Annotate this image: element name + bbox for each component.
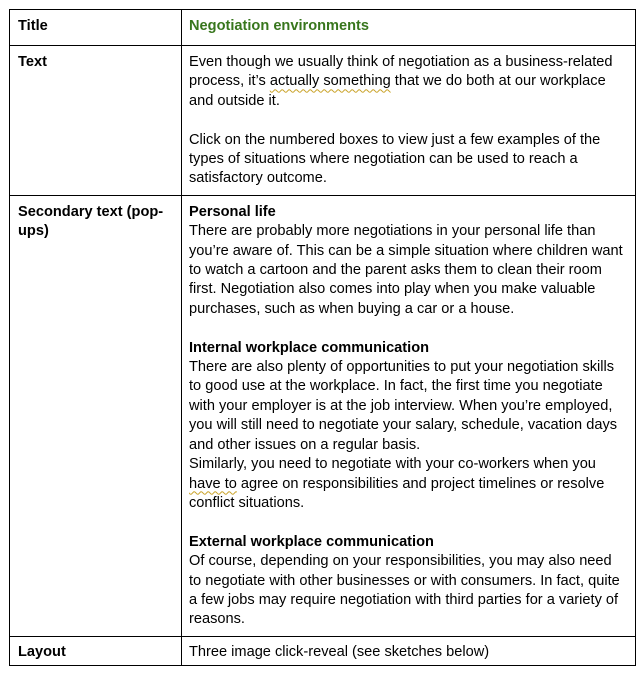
row-label-popups: Secondary text (pop-ups) (10, 195, 182, 636)
section-body: Of course, depending on your responsibilities, you may also need to negotiate with other businesses or with consumers. In fact, quite a few jobs may require negotiation with third parties for a variety of reasons. (189, 553, 620, 628)
popup-section-external (189, 533, 627, 630)
grammar-flagged-text: actually something (269, 73, 391, 90)
paragraph-text: Similarly, you need to negotiate with your co-workers when you (189, 456, 596, 473)
section-body-continued (189, 455, 627, 513)
content-spec-table (9, 9, 636, 666)
table-row-popups (10, 195, 636, 636)
row-label-layout: Layout (10, 636, 182, 665)
table-row-text (10, 46, 636, 196)
popup-section-personal (189, 203, 627, 319)
section-body: There are probably more negotiations in your personal life than you’re aware of. This can be a simple situation where children want to watch a cartoon and the parent asks them to clean their room first. Negotiation also comes into play when you make valuable purchases, such as when buying a car or a house. (189, 223, 623, 317)
paragraph-text: that we do both at our workplace and outside it. (189, 73, 606, 109)
paragraph-text: Even though we usually think of negotiation as a business-related process, it’s (189, 54, 613, 90)
grammar-flagged-text: have to (189, 475, 237, 492)
section-heading: Personal life (189, 203, 276, 220)
row-value-title (182, 10, 636, 46)
popup-section-internal (189, 339, 627, 514)
page-title: Negotiation environments (189, 18, 370, 34)
row-value-layout: Three image click-reveal (see sketches below) (182, 636, 636, 665)
text-paragraph-1 (189, 53, 627, 111)
paragraph-text: agree on responsibilities and project timelines or resolve conflict situations. (189, 475, 605, 511)
row-label-title: Title (10, 10, 182, 46)
text-paragraph-2: Click on the numbered boxes to view just a few examples of the types of situations where negotiation can be used to reach a satisfactory outcome. (189, 131, 601, 187)
table-row-layout (10, 636, 636, 665)
section-body: There are also plenty of opportunities to put your negotiation skills to good use at the workplace. In fact, the first time you negotiate with your employer is at the job interview. When you’re employed, you will still need to negotiate your salary, schedule, vacation days and other issues on a regular basis. (189, 359, 618, 453)
section-heading: External workplace communication (189, 533, 434, 550)
row-label-text: Text (10, 46, 182, 196)
table-row-title (10, 10, 636, 46)
section-heading: Internal workplace communication (189, 339, 430, 356)
row-value-text (182, 46, 636, 196)
row-value-popups (182, 195, 636, 636)
